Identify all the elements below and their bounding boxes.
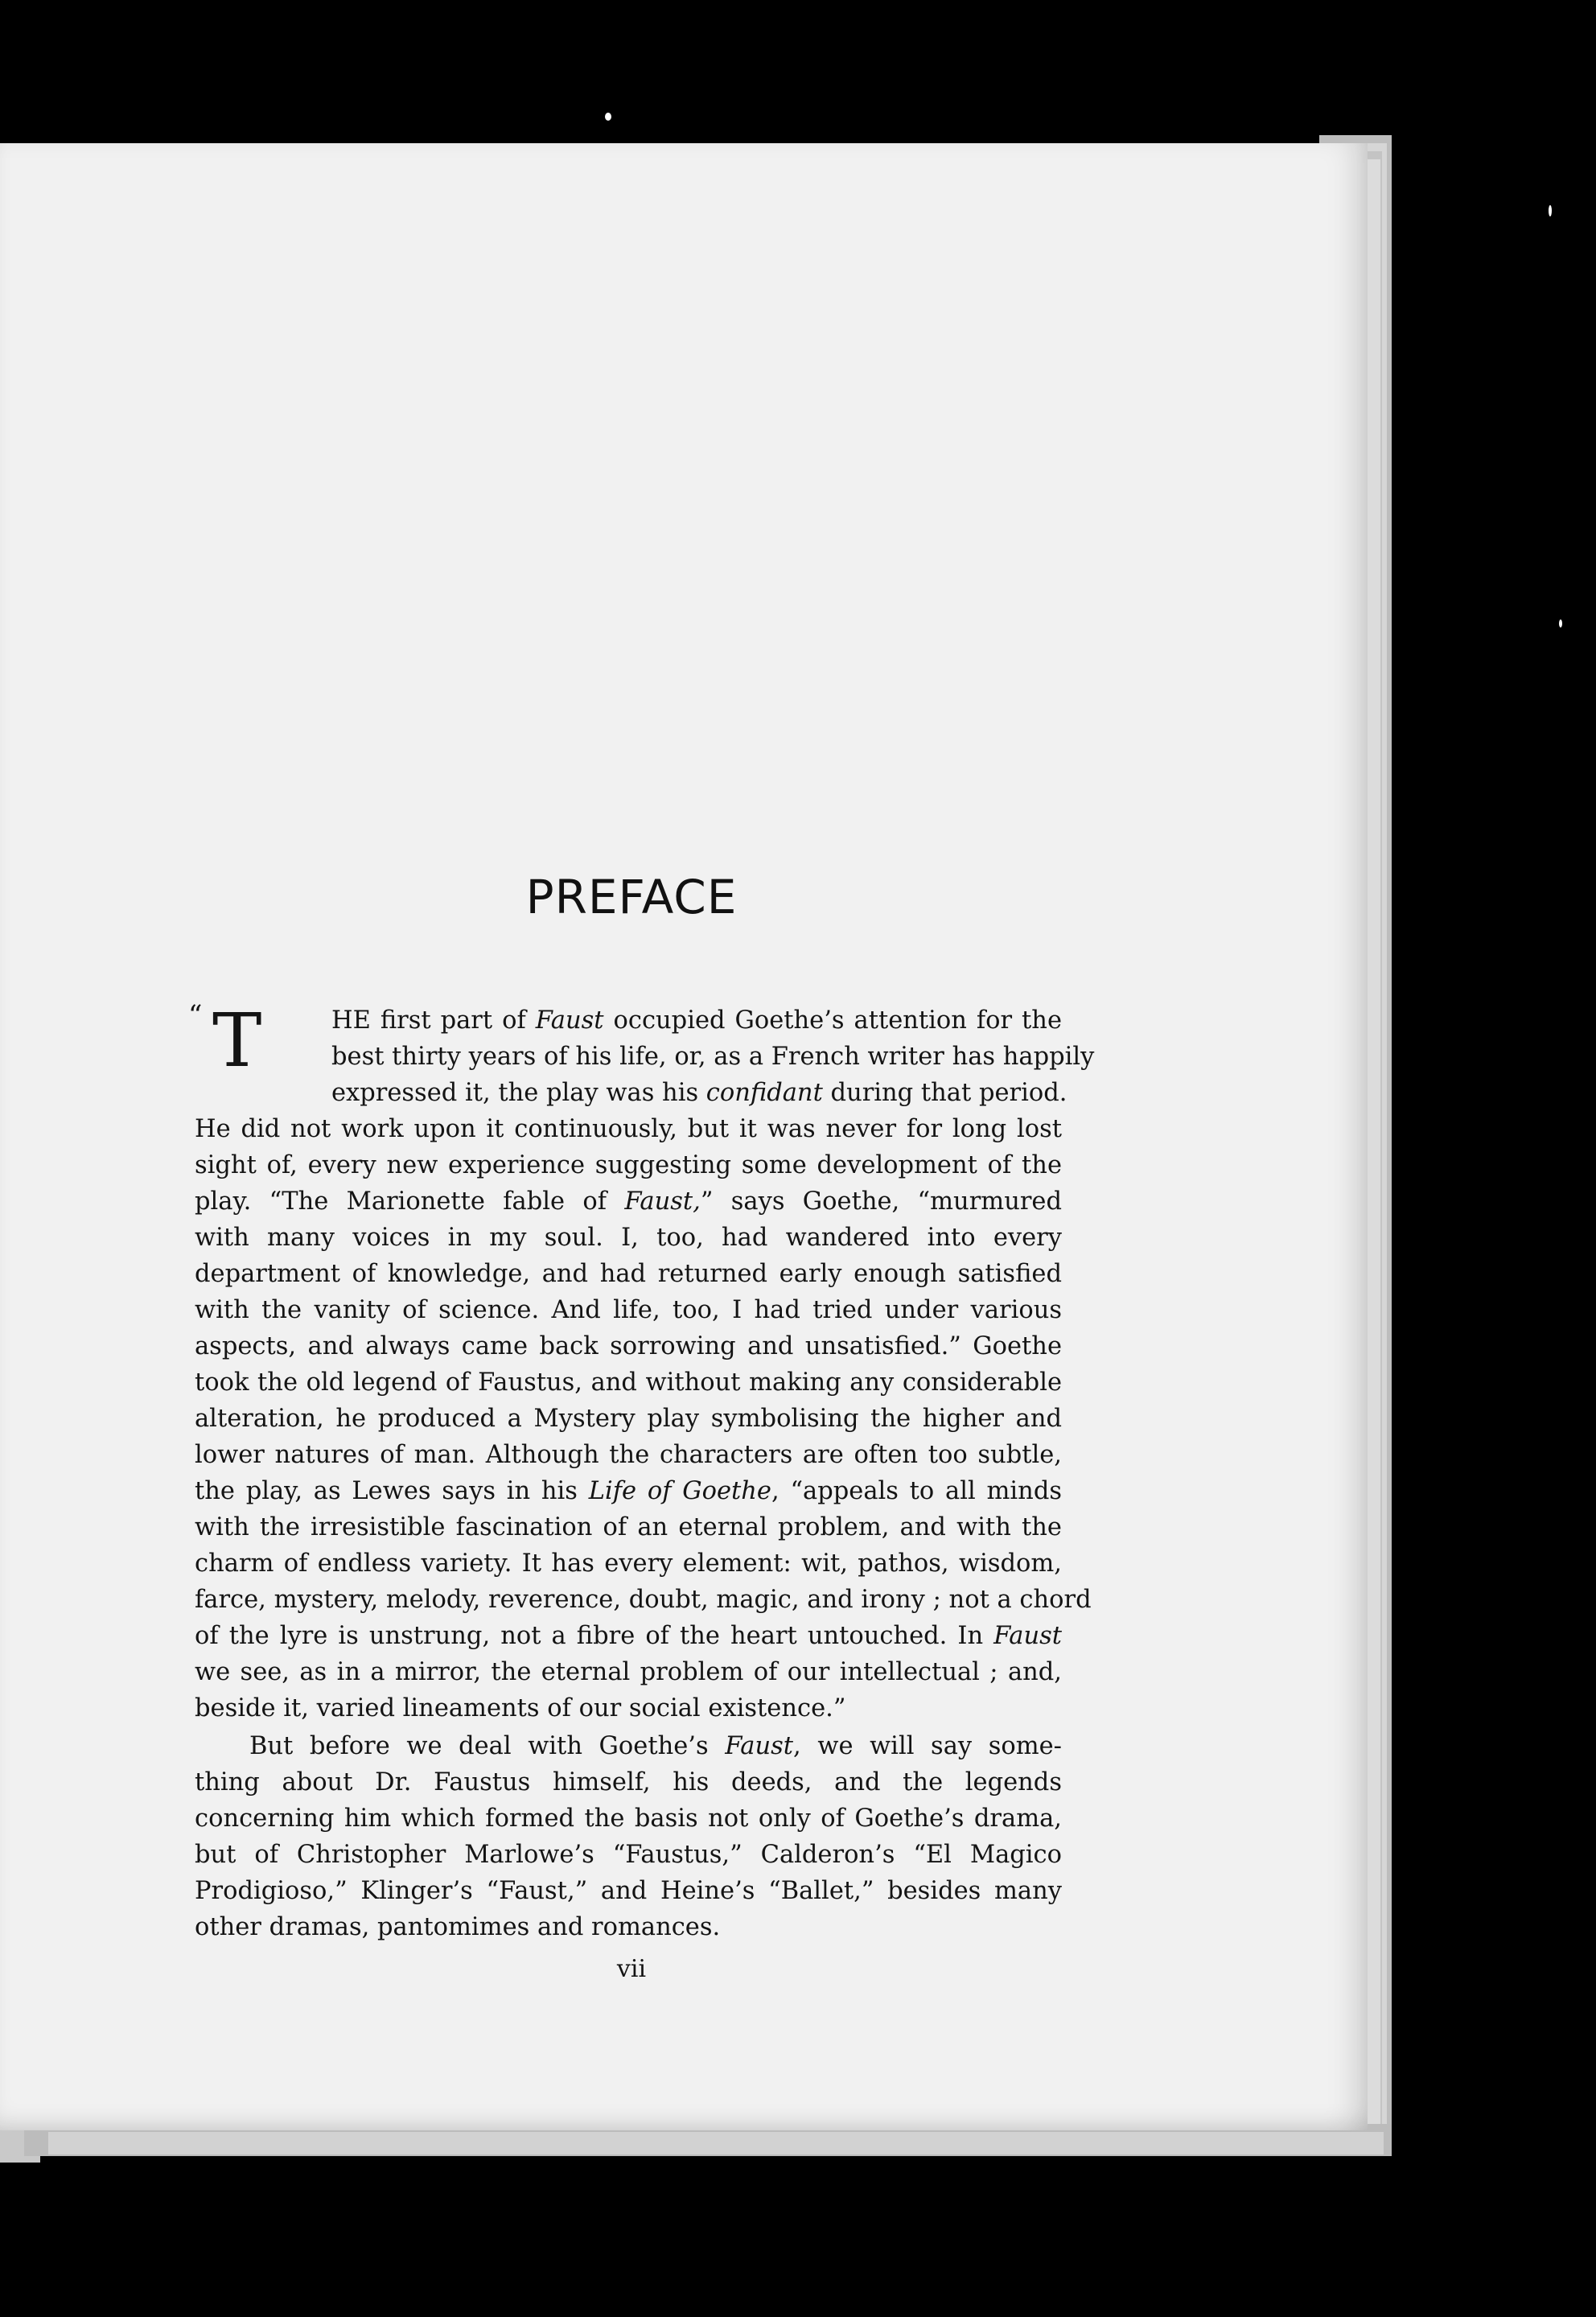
italic-title: Faust, (624, 1187, 701, 1216)
text-line: He did not work upon it continuously, but it was never for long lost (195, 1115, 1062, 1143)
text-line: play. “The Marionette fable of Faust,” says Goethe, “murmured (195, 1187, 1062, 1216)
text-line: with the vanity of science. And life, too, I had tried under various (195, 1296, 1062, 1324)
paragraph-1 (195, 998, 1095, 1726)
text-line: HE first part of Faust occupied Goethe’s attention for the (331, 1006, 1062, 1035)
text-line: thing about Dr. Faustus himself, his deeds, and the legends (195, 1768, 1062, 1796)
opening-quote: “ (188, 999, 203, 1031)
dust-speck (605, 113, 611, 121)
text-line: took the old legend of Faustus, and without making any considerable (195, 1368, 1062, 1397)
text-line: expressed it, the play was his confidant during that period. (331, 1079, 1067, 1107)
text-line: the play, as Lewes says in his Life of Goethe, “appeals to all minds (195, 1477, 1062, 1505)
page-number: vii (616, 1955, 647, 1983)
text-line: But before we deal with Goethe’s Faust, we will say some- (249, 1732, 1062, 1760)
drop-cap: T (212, 998, 262, 1084)
text-line: but of Christopher Marlowe’s “Faustus,” Calderon’s “El Magico (195, 1841, 1062, 1869)
bottom-page-edge (48, 2132, 1384, 2154)
paragraph-2 (195, 1728, 1062, 1945)
text-line: with many voices in my soul. I, too, had wandered into every (195, 1224, 1062, 1252)
text-line: department of knowledge, and had returned early enough satisfied (195, 1260, 1062, 1288)
italic-title: Faust (535, 1006, 604, 1035)
text-line: with the irresistible fascination of an eternal problem, and with the (195, 1513, 1062, 1541)
dust-speck (1549, 205, 1552, 216)
text-line: Prodigioso,” Klinger’s “Faust,” and Heine’s “Ballet,” besides many (195, 1877, 1062, 1905)
text-line: lower natures of man. Although the characters are often too subtle, (195, 1441, 1062, 1469)
preface-text (188, 998, 1095, 1945)
page-title: PREFACE (525, 870, 738, 924)
italic-title: Faust (993, 1622, 1062, 1650)
text-line: concerning him which formed the basis not only of Goethe’s drama, (195, 1805, 1062, 1833)
italic-title: Faust (725, 1732, 794, 1760)
text-line: we see, as in a mirror, the eternal problem of our intellectual ; and, (195, 1658, 1062, 1686)
italic-title: Life of Goethe (588, 1477, 771, 1505)
text-line: beside it, varied lineaments of our social existence.” (195, 1694, 846, 1722)
text-line: other dramas, pantomimes and romances. (195, 1913, 721, 1941)
italic-title: confidant (705, 1079, 823, 1107)
text-line: alteration, he produced a Mystery play symbolising the higher and (195, 1405, 1062, 1433)
text-line: aspects, and always came back sorrowing and unsatisfied.” Goethe (195, 1332, 1062, 1360)
dust-speck (1559, 619, 1562, 628)
text-line: farce, mystery, melody, reverence, doubt, magic, and irony ; not a chord (195, 1586, 1092, 1614)
text-line: of the lyre is unstrung, not a fibre of the heart untouched. In Faust (195, 1622, 1062, 1650)
text-line: best thirty years of his life, or, as a French writer has happily (331, 1043, 1095, 1071)
text-line: sight of, every new experience suggesting some development of the (195, 1151, 1062, 1179)
book-page (0, 143, 1368, 2130)
text-line: charm of endless variety. It has every element: wit, pathos, wisdom, (195, 1549, 1062, 1578)
